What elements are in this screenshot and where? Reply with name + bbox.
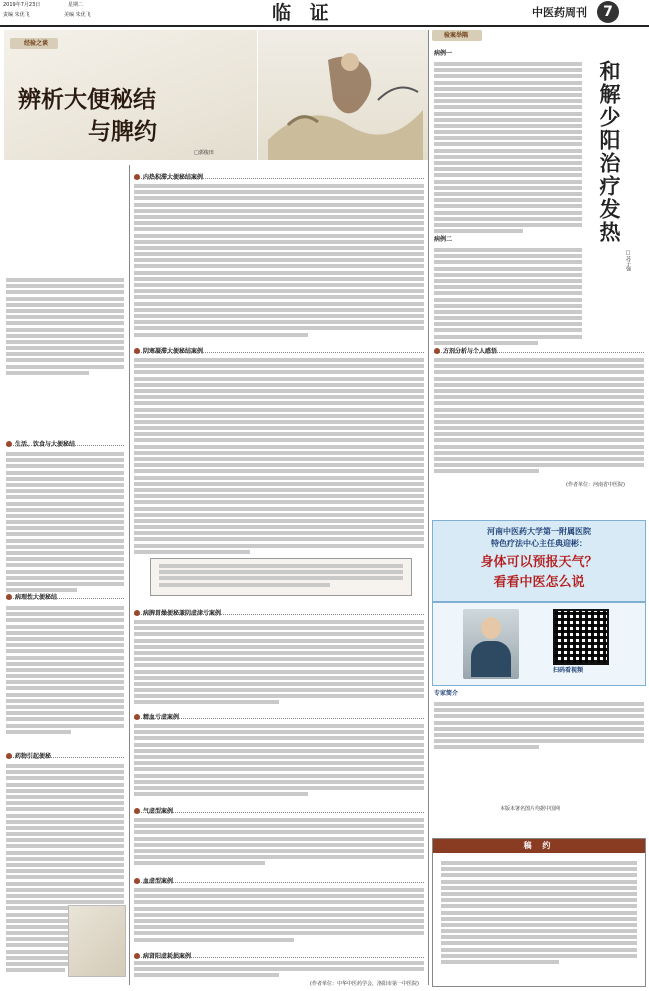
ad-hospital: 河南中医药大学第一附属医院 (487, 527, 591, 536)
right-article-title: 和解少阳治疗发热 (597, 60, 622, 244)
article-title-line2: 与脾约 (88, 118, 157, 145)
ad-question-2: 看看中医怎么说 (493, 575, 585, 590)
center-case-1-text (134, 184, 424, 339)
ad-line2: 特色疗法中心主任典迎彬： (491, 539, 587, 548)
inset-illustration (68, 905, 126, 977)
center-subhead-6: 血虚型案例 (134, 870, 424, 883)
article-title-line1: 辨析大便秘结 (18, 86, 156, 113)
center-subhead-7: 病肾阳虚耗损案例 (134, 945, 424, 958)
qr-code-icon[interactable] (553, 609, 609, 665)
expert-photo (463, 609, 519, 679)
paper-name: 中医药周刊 (532, 6, 587, 19)
center-source: (作者单位：中华中医药学会，洛阳市第一中医院) (310, 981, 419, 987)
center-case-2-text (134, 358, 424, 556)
submission-notice (432, 838, 646, 987)
notice-text (441, 861, 637, 966)
ad-question-1: 身体可以预报天气？ (480, 555, 598, 570)
left-subhead-3: 药物引起便秘 (6, 745, 124, 758)
ad-media-area (432, 602, 646, 686)
ad-scan-label: 扫码看视频 (553, 667, 584, 674)
right-source: (作者单位：河南省中医院) (566, 482, 625, 488)
right-article-tag: 验案举隅 (444, 32, 469, 39)
left-subhead-1: 生活、饮食与大便秘结 (6, 433, 124, 446)
right-article-author: □苏子强 (625, 250, 631, 271)
right-section-text (434, 358, 644, 476)
case-2-text (434, 248, 582, 347)
issue-date: 2019年7月23日 (3, 2, 41, 8)
center-subhead-5: 气虚型案例 (134, 800, 424, 813)
center-case-7-text (134, 961, 424, 980)
case-2-label: 病例二 (434, 236, 453, 243)
center-subhead-1: 内热积滞大便秘结案例 (134, 166, 424, 179)
left-section-1-text (6, 452, 124, 594)
notice-title: 稿 约 (523, 841, 555, 850)
article-tag: 经验之谈 (24, 40, 49, 47)
page-number: 7 (597, 1, 619, 23)
case-1-label: 病例一 (434, 50, 453, 57)
center-subhead-4: 精血亏虚案例 (134, 706, 424, 719)
center-subhead-2: 阴寒凝滞大便秘结案例 (134, 340, 424, 353)
image-credit: 本版未署名图片均据中国网 (500, 806, 561, 812)
designer-credit: 美编 朱优飞 (64, 12, 91, 18)
section-title: 临 证 (272, 2, 335, 24)
editor-credit: 责编 朱优飞 (3, 12, 30, 18)
center-case-3-text (134, 620, 424, 707)
left-subhead-2: 病理性大便秘结 (6, 586, 124, 599)
center-subhead-3: 病脾胃燥便秘兼阴虚津亏案例 (134, 602, 424, 615)
right-section-head: 方剂分析与个人感悟 (434, 340, 644, 353)
left-section-2-text (6, 606, 124, 736)
center-case-6-text (134, 888, 424, 944)
center-case-5-text (134, 818, 424, 868)
expert-intro-label: 专家简介 (434, 690, 459, 697)
pull-quote-box (150, 558, 412, 596)
center-case-4-text (134, 724, 424, 798)
video-ad-banner[interactable] (432, 520, 646, 602)
left-intro-text (6, 278, 124, 377)
expert-intro-text (434, 702, 644, 752)
case-1-text (434, 62, 582, 235)
article-author: □郭俊田 (194, 150, 214, 156)
issue-weekday: 星期二 (68, 2, 84, 8)
article-header-illustration (4, 30, 257, 160)
ink-painting (258, 30, 428, 160)
